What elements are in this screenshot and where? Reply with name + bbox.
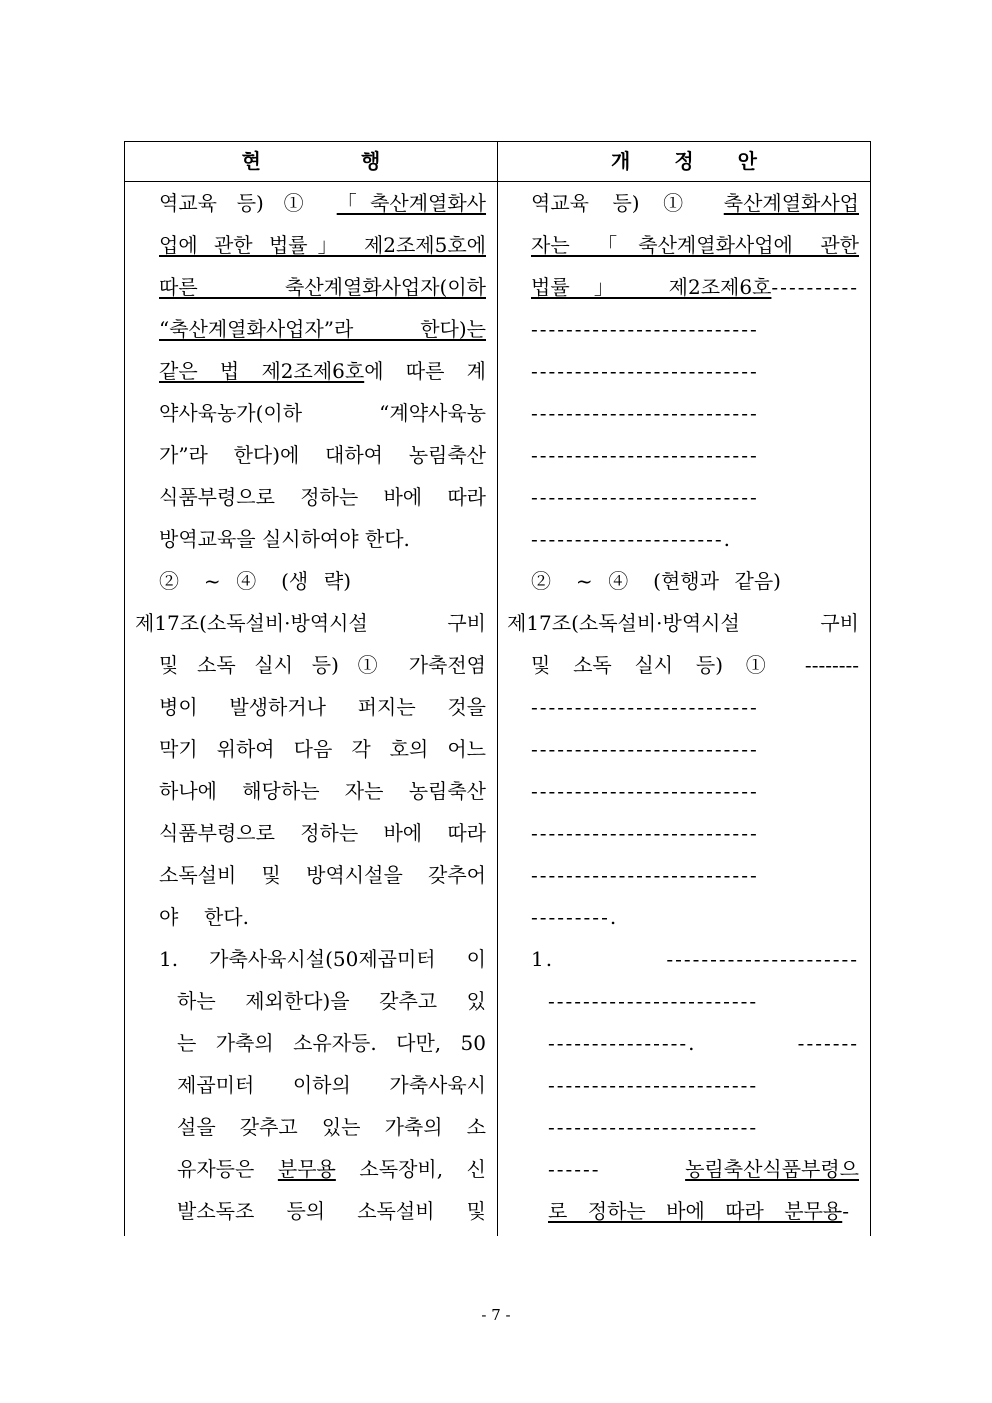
current-text-column: [125, 181, 497, 1236]
unchanged-marker: --------------------------: [531, 863, 759, 887]
text-segment: 농림축산식품부령으: [685, 1157, 859, 1181]
comparison-table: [124, 141, 871, 1236]
text-line: [531, 267, 859, 307]
unchanged-marker: --------------------------: [531, 401, 759, 425]
header-revision-char: 정: [674, 149, 694, 173]
text-line: [531, 183, 859, 223]
text-segment: 「축산계열화사: [336, 191, 487, 215]
text-segment: 따른 축산계열화사업자(이하: [159, 275, 486, 299]
text-line: 야 한다.: [159, 905, 249, 929]
text-segment: 역교육 등) ①: [531, 191, 724, 215]
text-line: 제곱미터 이하의 가축사육시: [177, 1073, 486, 1097]
unchanged-marker: ------------------------: [548, 1073, 759, 1097]
text-segment: 에 따른 계: [364, 359, 486, 383]
list-item: 1. ----------------------: [531, 947, 859, 971]
table-header: [125, 142, 870, 182]
header-current-char: 현: [241, 149, 261, 173]
text-segment: 법률」 제2조제6호: [531, 275, 772, 299]
text-segment: 역교육 등) ①: [159, 191, 337, 215]
unchanged-marker: ----------------. -------: [548, 1031, 859, 1055]
header-revision-char: 개: [611, 149, 631, 173]
text-line: ② ~ ④ (생 략): [159, 569, 351, 593]
header-revision: [498, 142, 870, 181]
article-heading: 제17조(소독설비·방역시설 구비: [507, 611, 859, 635]
unchanged-marker: --------------------------: [531, 485, 759, 509]
text-line: 하는 제외한다)을 갖추고 있: [177, 989, 486, 1013]
text-line: 방역교육을 실시하여야 한다.: [159, 527, 410, 551]
unchanged-marker: ----------------------.: [531, 527, 733, 551]
text-segment: 로 정하는 바에 따라 분무용: [548, 1199, 843, 1223]
text-line: [177, 1149, 486, 1189]
text-line: 막기 위하여 다음 각 호의 어느: [159, 737, 486, 761]
text-line: 및 소독 실시 등) ① 가축전염: [159, 653, 486, 677]
header-revision-char: 안: [737, 149, 757, 173]
revision-text-column: [498, 181, 870, 1236]
text-segment: 같은 법 제2조제6호: [159, 359, 365, 383]
unchanged-marker: --------------------------: [531, 821, 759, 845]
text-line: [548, 1149, 859, 1189]
text-line: 식품부령으로 정하는 바에 따라: [159, 821, 486, 845]
unchanged-marker: ------------------------: [548, 989, 759, 1013]
unchanged-marker: --------------------------: [531, 443, 759, 467]
text-line: ② ~ ④ (현행과 같음): [531, 569, 781, 593]
text-segment: 유자등은: [177, 1157, 278, 1181]
text-line: [548, 1191, 849, 1231]
header-current: [125, 142, 498, 181]
text-line: 병이 발생하거나 퍼지는 것을: [159, 695, 486, 719]
unchanged-marker: --------------------------: [531, 737, 759, 761]
text-segment: ------: [548, 1157, 686, 1181]
text-segment: 업에 관한 법률」 제2조제5호에: [159, 233, 486, 257]
text-line: [159, 267, 486, 307]
unchanged-marker: --------------------------: [531, 359, 759, 383]
unchanged-marker: --------------------------: [531, 779, 759, 803]
article-heading: 제17조(소독설비·방역시설 구비: [135, 611, 486, 635]
unchanged-marker: ------------------------: [548, 1115, 759, 1139]
text-line: 및 소독 실시 등) ① --------: [531, 653, 859, 677]
text-line: 발소독조 등의 소독설비 및: [177, 1199, 486, 1223]
text-segment: “축산계열화사업자”라 한다)는: [159, 317, 486, 341]
text-segment: ----------: [771, 275, 859, 299]
text-line: 가”라 한다)에 대하여 농림축산: [159, 443, 486, 467]
text-segment: 자는 「축산계열화사업에 관한: [531, 233, 859, 257]
text-line: 약사육농가(이하 “계약사육농: [159, 401, 486, 425]
list-item: 1. 가축사육시설(50제곱미터 이: [159, 947, 486, 971]
text-line: 소독설비 및 방역시설을 갖추어: [159, 863, 486, 887]
text-line: 설을 갖추고 있는 가축의 소: [177, 1115, 486, 1139]
unchanged-marker: --------------------------: [531, 695, 759, 719]
text-line: [159, 309, 486, 349]
text-segment: -: [842, 1199, 849, 1223]
header-current-char: 행: [361, 149, 381, 173]
text-line: 하나에 해당하는 자는 농림축산: [159, 779, 486, 803]
unchanged-marker: ---------.: [531, 905, 619, 929]
unchanged-marker: --------------------------: [531, 317, 759, 341]
text-segment: 분무용: [277, 1157, 336, 1181]
text-line: 식품부령으로 정하는 바에 따라: [159, 485, 486, 509]
text-line: [531, 225, 859, 265]
page-number: - 7 -: [481, 1306, 511, 1324]
text-line: 는 가축의 소유자등. 다만, 50: [177, 1031, 486, 1055]
text-segment: 축산계열화사업: [723, 191, 859, 215]
text-line: [159, 351, 486, 391]
text-line: [159, 225, 486, 265]
text-segment: 소독장비, 신: [335, 1157, 486, 1181]
text-line: [159, 183, 486, 223]
